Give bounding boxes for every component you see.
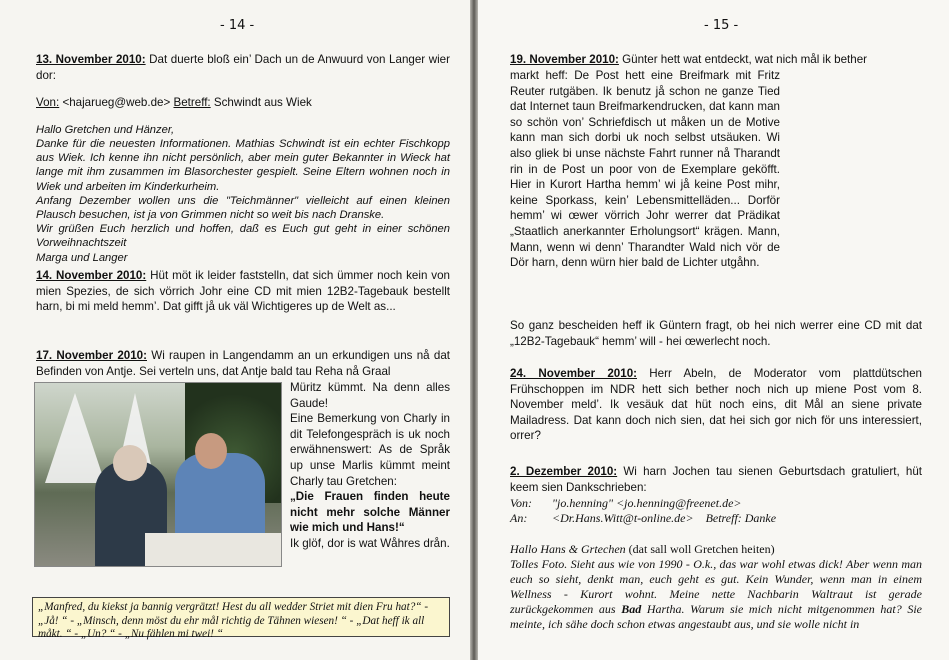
left-page	[0, 0, 470, 660]
entry-nov-14	[36, 268, 450, 315]
letter-line: Hallo Gretchen und Hänzer,	[36, 123, 175, 136]
man-head	[195, 433, 227, 469]
side-text	[290, 380, 450, 552]
entry-nov-19-head	[510, 52, 922, 68]
from-value: <hajarueg@web.de>	[59, 96, 174, 110]
cartoon-caption: „Manfred, du kiekst ja bannig vergrätzt! Hest du all wedder Striet mit dien Fru hat?“ - „Jå! “ - „Minsch, denn möst du ehr mål richtig de Tähnen wiesen! “ - „Dat heff ik all måkt. “ - „Un? “ - „Nu fählen mi twei! “	[32, 597, 450, 637]
greeting: Hallo Hans & Grtechen	[510, 542, 626, 556]
photo-couple	[34, 382, 282, 567]
entry-text: Dat duerte bloß ein’ Dach un de Anwuurd von Langer wier dor:	[36, 53, 450, 82]
side-text-2: Eine Bemerkung von Charly in dit Telefongespräch is uk noch erwähnenswert: As de Språk up unse Marlis kümmt meint Charly tau Gretchen:	[290, 412, 450, 488]
subject-value: Schwindt aus Wiek	[210, 96, 312, 110]
entry-date: 24. November 2010:	[510, 367, 638, 380]
entry-text: Wi raupen in Langendamm an un erkundigen uns nå dat Befinden von Antje. Sei verteln uns, dat Antje bald tau Reha nå Graal	[36, 349, 450, 378]
entry-nov-24	[510, 366, 922, 444]
subject: Betreff: Danke	[705, 511, 777, 525]
subject-label: Betreff:	[173, 96, 211, 110]
quote: „Die Frauen finden heute nicht mehr solche Männer wie mich und Hans!“	[290, 490, 450, 535]
entry-date: 2. Dezember 2010:	[510, 465, 618, 478]
email-header	[510, 496, 922, 526]
email-letter	[510, 557, 922, 632]
entry-text: Hüt möt ik leider faststelln, dat sich ümmer noch kein von mien Spezies, de sich vörrich Johr eine CD mit mien 12B2-Tagebauk bestellt harn, bi mi meld hemm’. Dat gifft jå uk väl Wichtigeres up de Welt as...	[36, 269, 450, 314]
entry-nov-13	[36, 52, 450, 265]
entry-nov-19-tail	[510, 318, 922, 349]
entry-text: markt heff: De Post hett eine Breifmark mit Fritz Reuter rutgäben. Ik benutz jå schon ne ganze Tied dat Internet taun Breifmarkendrucken, dat kann man so schön von’ Schriefdisch ut måken un de Motive kann man sich dorbi uk noch selbst utsäuken. Wi also gliek bi unse nächste Fahrt runner nå Tharandt rin in de Post un poor von de Exemplare geköfft. Hier in Kurort Hartha hemm’ wi jå keine Post mihr, keine Sporkass, kein’ Lebensmittelläden... Dorför hemm’ wi œwer vörrich Johr werrer dat Prädikat „Staatlich anerkannter Erholungsort“ krägen. Mann, Mann, wenn wi denn’ Tharandter Wald nich vör de Dör harn, denn würn hier bald de Lichter utgåhn.	[510, 69, 780, 270]
to-value: <Dr.Hans.Witt@t-online.de>	[552, 511, 694, 525]
letter-line: Marga und Langer	[36, 251, 128, 264]
page-number: - 14 -	[220, 18, 255, 33]
greeting-note: (dat sall woll Gretchen heiten)	[625, 542, 775, 556]
table-shape	[145, 533, 282, 567]
entry-nov-19	[510, 68, 780, 271]
letter-bold: Bad	[621, 602, 642, 616]
from-label: Von:	[510, 496, 532, 510]
entry-text-2: So ganz bescheiden heff ik Güntern fragt, ob hei nich werrer eine CD mit dat „12B2-Tagebauk“ hemm’ will - hei œwerlecht noch.	[510, 319, 922, 348]
side-text-1: Müritz kümmt. Na denn alles Gaude!	[290, 381, 450, 410]
to-label: An:	[510, 511, 528, 525]
umbrella-shape	[45, 393, 105, 483]
entry-nov-17	[36, 348, 450, 379]
letter-line: Danke für die neuesten Informationen. Mathias Schwindt ist ein echter Fischkopp aus Wiek. Ich kenne ihn nicht persönlich, aber mein guter Bekannter in Wieck hat lange mit ihm zusammen im Blasorchester gespielt. Seine Eltern wohnen noch in Wiek und arbeiten im Kinderkurheim.	[36, 137, 450, 193]
book-gutter	[470, 0, 478, 660]
letter-line: Wir grüßen Euch herzlich und hoffen, daß es Euch gut geht in einer schönen Vorweihnachtszeit	[36, 223, 450, 250]
email-letter	[36, 123, 450, 265]
from-value: "jo.henning" <jo.henning@freenet.de>	[552, 496, 742, 510]
letter-text: Tolles Foto. Sieht aus wie von 1990 - O.k., das war wohl etwas dick! Aber wenn man euch so sieht, denkt man, euch geht es gut. Kein Wunder, wenn man in einem Wellness - Kurort wohnt. Meine nette Nachbarin Waltraut ist gerade zurückgekommen aus	[510, 557, 922, 616]
entry-date: 17. November 2010:	[36, 349, 147, 362]
entry-date: 14. November 2010:	[36, 269, 147, 282]
letter-line: Anfang Dezember wollen uns die "Teichmänner" vielleicht auf einen kleinen Plausch besuchen, ist ja von Grimmen nicht so weit bis nach Dranske.	[36, 194, 450, 221]
right-page	[478, 0, 949, 660]
page-number: - 15 -	[704, 18, 739, 33]
entry-text-lead: Günter hett wat entdeckt, wat nich mål ik bether	[618, 53, 868, 66]
woman-head	[113, 445, 147, 481]
email-greeting	[510, 542, 922, 557]
entry-date: 19. November 2010:	[510, 53, 619, 66]
entry-date: 13. November 2010:	[36, 53, 146, 66]
entry-text: Herr Abeln, de Moderator vom plattdütschen Frühschoppen im NDR hett sich bether noch nich up miene Post vom 8. November meld’. Ik vesäuk dat hüt noch eins, dit Mål an siene private Mailadress. Dat kann doch nich sien, dat hei sich gor nich för uns interessiert, orrer?	[510, 367, 922, 443]
entry-text: Wi harn Jochen tau sienen Geburtsdach gratuliert, hüt keem sien Dankschrieben:	[510, 465, 923, 494]
letter-text-2: Hartha. Warum sie mich nicht mitgenommen hat? Sie meinte, ich sähe doch schon etwas angestaubt aus, und sie wolle nicht in	[510, 602, 922, 631]
entry-dec-2	[510, 464, 922, 495]
from-label: Von:	[36, 96, 60, 110]
side-text-3: Ik glöf, dor is wat Wåhres drån.	[290, 536, 450, 550]
